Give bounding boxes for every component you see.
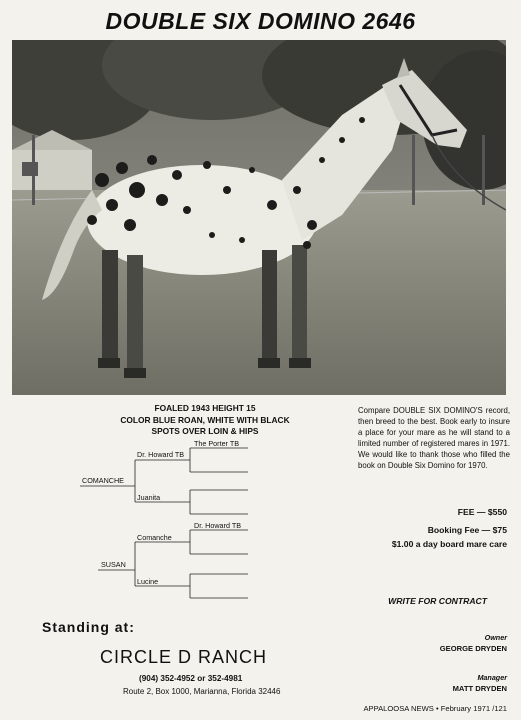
publication-name: APPALOOSA NEWS	[363, 704, 434, 713]
facts-spots: SPOTS OVER LOIN & HIPS	[151, 426, 259, 436]
pedigree-chart	[0, 430, 300, 610]
pedigree-dam: SUSAN	[101, 560, 126, 569]
owner-block	[440, 632, 507, 654]
standing-at-label: Standing at:	[42, 619, 135, 635]
pedigree-dam-sire: Comanche	[137, 533, 172, 542]
facts-color: COLOR BLUE ROAN, WHITE WITH BLACK	[120, 414, 290, 425]
manager-block	[453, 672, 507, 694]
pedigree-sire-dam: Juanita	[137, 493, 161, 502]
horse-photo	[12, 40, 506, 395]
page-footer	[363, 704, 507, 713]
description-text: Compare DOUBLE SIX DOMINO'S record, then breed to the best. Book early to insure a place for your mare as he will stand to a limited number of registered mares in 1971. We would like to thank those who filled the book on Double Six Domino for 1970.	[358, 406, 510, 470]
write-for-contract: WRITE FOR CONTRACT	[388, 596, 487, 606]
owner-role: Owner	[484, 633, 507, 642]
ranch-name: CIRCLE D RANCH	[100, 647, 268, 667]
stud-fee: FEE — $550	[457, 507, 507, 517]
ranch-address: Route 2, Box 1000, Marianna, Florida 32446	[123, 687, 281, 696]
pedigree-dam-sire-sire: Dr. Howard TB	[194, 521, 241, 530]
booking-fee: Booking Fee — $75	[427, 525, 507, 535]
pedigree-sire-sire-sire: The Porter TB	[194, 439, 240, 448]
owner-name: GEORGE DRYDEN	[439, 644, 507, 653]
publication-date-page: • February 1971 /121	[435, 704, 507, 713]
manager-name: MATT DRYDEN	[452, 684, 507, 693]
manager-role: Manager	[477, 673, 507, 682]
fees-block	[307, 505, 507, 555]
pedigree-sire-sire: Dr. Howard TB	[137, 450, 184, 459]
phone-numbers: (904) 352-4952 or 352-4981	[139, 674, 243, 683]
facts-foaled-height: FOALED 1943 HEIGHT 15	[154, 403, 256, 413]
page-title: DOUBLE SIX DOMINO 2646	[105, 8, 416, 34]
pedigree-dam-dam: Lucine	[137, 577, 159, 586]
pedigree-sire: COMANCHE	[82, 476, 124, 485]
board-fee: $1.00 a day board mare care	[391, 539, 507, 549]
